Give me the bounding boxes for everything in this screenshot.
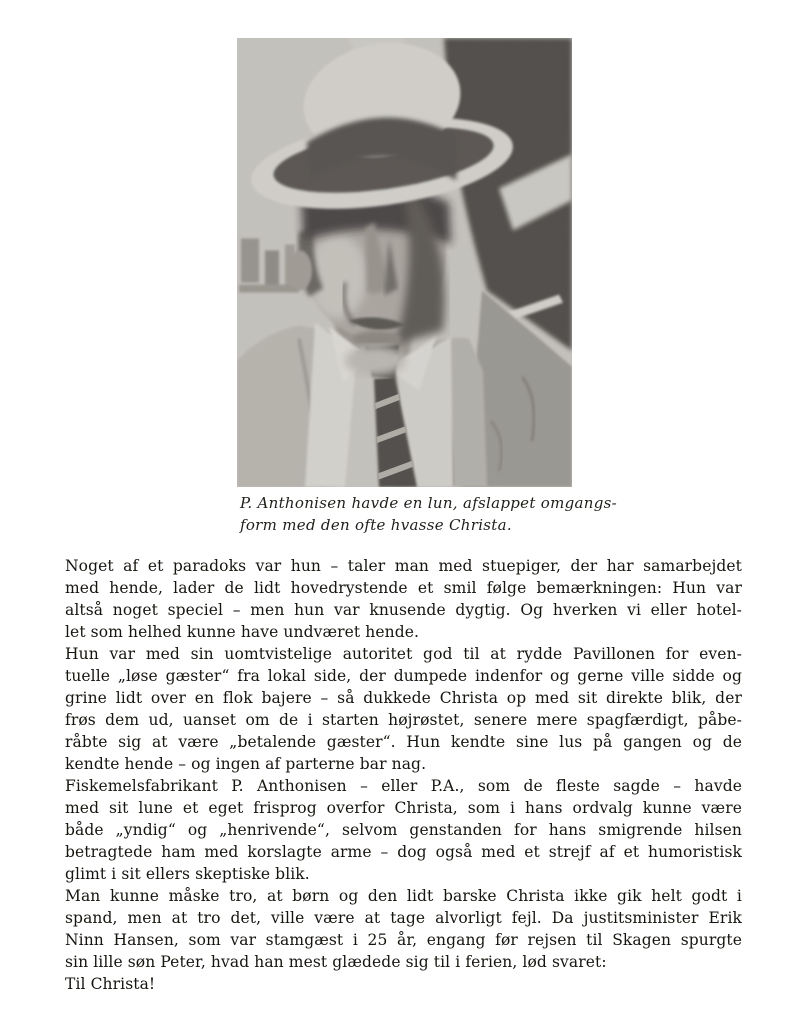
- caption-line: form med den ofte hvasse Christa.: [240, 516, 512, 534]
- caption-line: P. Anthonisen havde en lun, afslappet omgangs-: [240, 494, 617, 512]
- body-text: [65, 555, 742, 995]
- body-text-line: Ninn Hansen, som var stamgæst i 25 år, engang før rejsen til Skagen spurgte: [65, 931, 742, 949]
- body-text-line: med hende, lader de lidt hovedrystende et smil følge bemærkningen: Hun var: [65, 579, 742, 597]
- paragraph: [65, 973, 742, 995]
- caption: [240, 492, 620, 536]
- body-text-line: sin lille søn Peter, hvad han mest glædede sig til i ferien, lød svaret:: [65, 953, 607, 971]
- paragraph: [65, 555, 742, 643]
- body-text-line: altså noget speciel – men hun var knusende dygtig. Og hverken vi eller hotel-: [65, 601, 742, 619]
- paragraph: [65, 885, 742, 973]
- body-text-line: glimt i sit ellers skeptiske blik.: [65, 865, 310, 883]
- body-text-line: Fiskemelsfabrikant P. Anthonisen – eller P.A., som de fleste sagde – havde: [65, 777, 742, 795]
- body-text-line: råbte sig at være „betalende gæster“. Hun kendte sine lus på gangen og de: [65, 733, 742, 751]
- photo-grain-overlay: [237, 38, 572, 487]
- portrait-photo: [237, 38, 572, 487]
- body-text-line: kendte hende – og ingen af parterne bar nag.: [65, 755, 427, 773]
- body-text-line: Man kunne måske tro, at børn og den lidt barske Christa ikke gik helt godt i: [65, 887, 742, 905]
- body-text-line: betragtede ham med korslagte arme – dog også med et strejf af et humoristisk: [65, 843, 742, 861]
- body-text-line: grine lidt over en flok bajere – så dukkede Christa op med sit direkte blik, der: [65, 689, 742, 707]
- portrait-photo-illustration: [237, 38, 572, 487]
- body-text-line: spand, men at tro det, ville være at tage alvorligt fejl. Da justitsminister Erik: [65, 909, 742, 927]
- paragraph: [65, 775, 742, 885]
- body-text-line: let som helhed kunne have undværet hende.: [65, 623, 420, 641]
- body-text-line: Til Christa!: [65, 975, 156, 993]
- paragraph: [65, 643, 742, 775]
- body-text-line: tuelle „løse gæster“ fra lokal side, der dumpede indenfor og gerne ville sidde og: [65, 667, 742, 685]
- body-text-line: Noget af et paradoks var hun – taler man med stuepiger, der har samarbejdet: [65, 557, 742, 575]
- body-text-line: frøs dem ud, uanset om de i starten højrøstet, senere mere spagfærdigt, påbe-: [65, 711, 742, 729]
- body-text-line: Hun var med sin uomtvistelige autoritet god til at rydde Pavillonen for even-: [65, 645, 742, 663]
- body-text-line: både „yndig“ og „henrivende“, selvom genstanden for hans smigrende hilsen: [65, 821, 742, 839]
- body-text-line: med sit lune et eget frisprog overfor Christa, som i hans ordvalg kunne være: [65, 799, 742, 817]
